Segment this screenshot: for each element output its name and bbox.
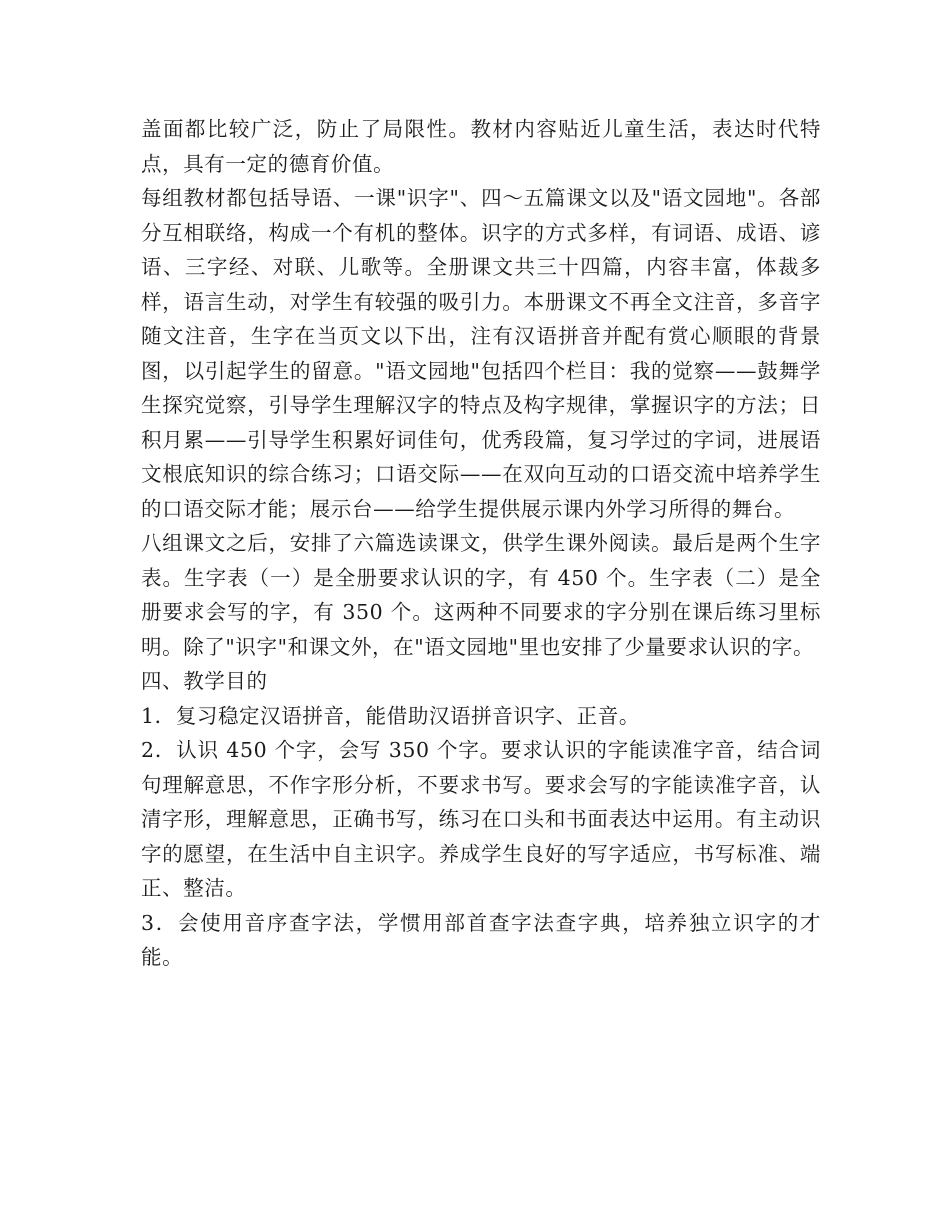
paragraph-reading-lessons: 八组课文之后，安排了六篇选读课文，供学生课外阅读。最后是两个生字表。生字表（一）是全册要求认识的字，有 450 个。生字表（二）是全册要求会写的字，有 350 个。这两种不同要求的字分别在课后练习里标明。除了"识字"和课文外，在"语文园地"里也安排了少量要求认识的字。 — [141, 531, 821, 659]
document-body — [141, 112, 821, 975]
goal-item-3: 3．会使用音序查字法，学惯用部首查字法查字典，培养独立识字的才能。 — [141, 910, 821, 969]
section-heading-teaching-goals: 四、教学目的 — [141, 669, 268, 693]
paragraph-intro-continuation: 盖面都比较广泛，防止了局限性。教材内容贴近儿童生活，表达时代特点，具有一定的德育价值。 — [141, 117, 821, 176]
goal-item-1: 1．复习稳定汉语拼音，能借助汉语拼音识字、正音。 — [141, 703, 640, 728]
paragraph-material-structure: 每组教材都包括导语、一课"识字"、四～五篇课文以及"语文园地"。各部分互相联络，构成一个有机的整体。识字的方式多样，有词语、成语、谚语、三字经、对联、儿歌等。全册课文共三十四篇，内容丰富，体裁多样，语言生动，对学生有较强的吸引力。本册课文不再全文注音，多音字随文注音，生字在当页文以下出，注有汉语拼音并配有赏心顺眼的背景图，以引起学生的留意。"语文园地"包括四个栏目：我的觉察——鼓舞学生探究觉察，引导学生理解汉字的特点及构字规律，掌握识字的方法；日积月累——引导学生积累好词佳句，优秀段篇，复习学过的字词，进展语文根底知识的综合练习；口语交际——在双向互动的口语交流中培养学生的口语交际才能；展示台——给学生提供展示课内外学习所得的舞台。 — [141, 186, 821, 521]
goal-item-2: 2．认识 450 个字，会写 350 个字。要求认识的字能读准字音，结合词句理解意思，不作字形分析，不要求书写。要求会写的字能读准字音，认清字形，理解意思，正确书写，练习在口头和书面表达中运用。有主动识字的愿望，在生活中自主识字。养成学生良好的写字适应，书写标准、端正、整洁。 — [141, 738, 821, 900]
